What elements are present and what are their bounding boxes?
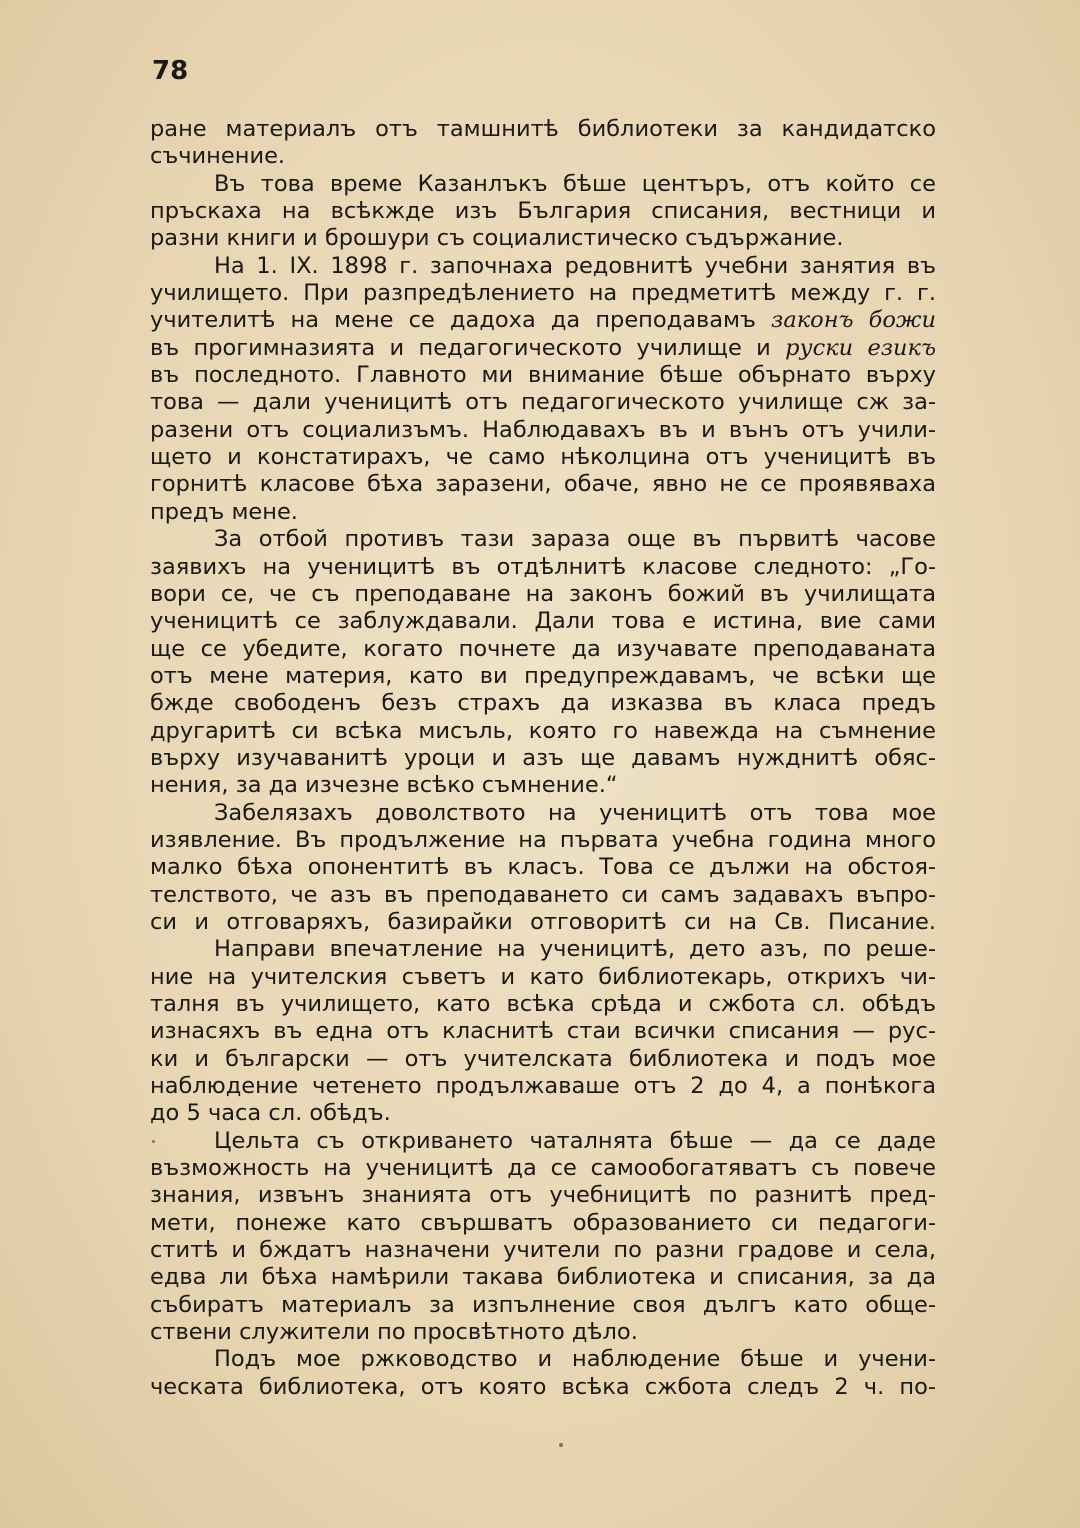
- text-line: ране материалъ отъ тамшнитѣ библиотеки за кандидатско: [150, 116, 936, 142]
- text-line: си и отговаряхъ, базирайки отговоритѣ си на Св. Писание.: [150, 908, 936, 935]
- text-line: Забелязахъ доволството на ученицитѣ отъ това мое: [214, 799, 936, 826]
- text-line: [150, 335, 936, 362]
- text-line: талня въ училището, като всѣка срѣда и сжбота сл. обѣдъ: [150, 991, 936, 1017]
- text-line: ческата библиотека, отъ която всѣка сжбота следъ 2 ч. по-: [150, 1373, 936, 1400]
- text-line: За отбой противъ тази зараза още въ първитѣ часове: [214, 526, 936, 553]
- text-line: пръскаха на всѣкжде изъ България списания, вестници и: [150, 198, 936, 225]
- text-line: училището. При разпредѣлението на предметитѣ между г. г.: [150, 280, 936, 307]
- text-line: ствени служители по просвѣтното дѣло.: [150, 1319, 638, 1346]
- text-line: Цельта съ откриването чаталнята бѣше — да се даде: [214, 1127, 936, 1154]
- text-line: На 1. IX. 1898 г. започнаха редовнитѣ учебни занятия въ: [214, 252, 936, 279]
- text-line: изявление. Въ продължение на първата учебна година много: [150, 826, 936, 853]
- text-line: събиратъ материалъ за изпълнение своя дългъ като обще-: [150, 1291, 936, 1318]
- text-line: бжде свободенъ безъ страхъ да изказва въ класа предъ: [150, 690, 936, 717]
- text-line: отъ мене материя, като ви предупреждавамъ, че всѣки ще: [150, 662, 936, 689]
- text-line: заявихъ на ученицитѣ въ отдѣлнитѣ класове следното: „Го-: [150, 553, 936, 580]
- text-line: наблюдение четенето продължаваше отъ 2 до 4, а понѣкога: [150, 1073, 936, 1100]
- text-line: до 5 часа сл. обѣдъ.: [150, 1100, 391, 1127]
- body-text: [150, 116, 936, 1401]
- text-line: това — дали ученицитѣ отъ педагогическото училище сж за-: [150, 389, 936, 416]
- page-number: 78: [152, 56, 189, 86]
- text-line: [150, 307, 936, 334]
- text-line: Подъ мое ржководство и наблюдение бѣше и учени-: [214, 1346, 936, 1373]
- text-line: върху изучаванитѣ уроци и азъ ще давамъ нужднитѣ обяс-: [150, 744, 936, 771]
- text-line: вори се, че съ преподаване на законъ божий въ училищата: [150, 580, 936, 607]
- text-line: мети, понеже като свършватъ образованието си педагоги-: [150, 1209, 936, 1236]
- italic-phrase: руски езикъ: [785, 334, 936, 361]
- text-line: ученицитѣ се заблуждавали. Дали това е истина, вие сами: [150, 608, 936, 635]
- text-line: нения, за да изчезне всѣко съмнение.“: [150, 772, 618, 799]
- text-line: ститѣ и бждатъ назначени учители по разни градове и села,: [150, 1237, 936, 1264]
- text-line: Въ това време Казанлъкъ бѣше центъръ, отъ който се: [214, 170, 936, 197]
- text-segment: въ прогимназията и педагогическото училище и: [150, 334, 786, 361]
- text-line: съчинение.: [150, 143, 286, 170]
- text-line: телството, че азъ въ преподаването си самъ задавахъ въпро-: [150, 881, 936, 908]
- text-line: щето и констатирахъ, че само нѣколцина отъ ученицитѣ въ: [150, 444, 936, 471]
- text-line: едва ли бѣха намѣрили такава библиотека и списания, за да: [150, 1264, 936, 1291]
- text-line: другаритѣ си всѣка мисъль, която го навежда на съмнение: [150, 717, 936, 744]
- text-line: малко бѣха опонентитѣ въ класъ. Това се дължи на обстоя-: [150, 854, 936, 881]
- paper-speck: [559, 1443, 563, 1447]
- text-segment: учителитѣ на мене се дадоха да преподавамъ: [150, 307, 772, 334]
- text-line: разени отъ социализъмъ. Наблюдавахъ въ и вънъ отъ учили-: [150, 416, 936, 443]
- paper-speck: [152, 1140, 155, 1143]
- text-line: знания, извънъ знанията отъ учебницитѣ по разнитѣ пред-: [150, 1182, 936, 1209]
- italic-phrase: законъ божи: [771, 307, 936, 334]
- text-line: ние на учителския съветъ и като библиотекарь, открихъ чи-: [150, 963, 936, 990]
- text-line: горнитѣ класове бѣха заразени, обаче, явно не се проявяваха: [150, 471, 936, 498]
- text-line: предъ мене.: [150, 498, 298, 525]
- text-line: Направи впечатление на ученицитѣ, дето азъ, по реше-: [214, 936, 936, 963]
- text-line: изнасяхъ въ една отъ класнитѣ стаи всички списания — рус-: [150, 1018, 936, 1045]
- text-line: въ последното. Главното ми внимание бѣше обърнато върху: [150, 362, 936, 389]
- text-line: възможность на ученицитѣ да се самообогатяватъ съ повече: [150, 1155, 936, 1182]
- text-line: разни книги и брошури съ социалистическо съдържание.: [150, 225, 844, 252]
- text-line: ки и български — отъ учителската библиотека и подъ мое: [150, 1045, 936, 1072]
- text-line: ще се убедите, когато почнете да изучавате преподаваната: [150, 635, 936, 662]
